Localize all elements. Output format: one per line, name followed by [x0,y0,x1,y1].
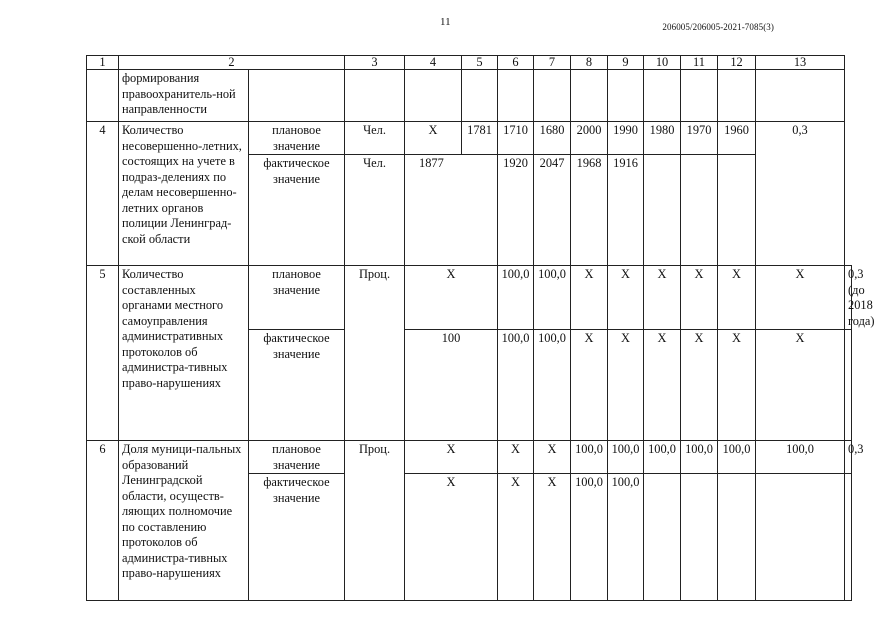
value-cell: 100,0 [681,441,718,474]
value-type-label: плановое значение [249,266,345,330]
column-header-row [87,56,852,70]
indicator-name: Доля муници-пальных образований Ленинградской области, осуществ-ляющих полномочие по составлению протоколов об администра-тивных право-нарушениях [119,441,249,601]
weight-cell [845,266,875,330]
value-cell: Х [644,330,681,441]
value-cell: 100,0 [534,266,571,330]
value-cell: Х [498,474,534,601]
value-cell: Х [405,266,498,330]
value-cell: Х [756,266,845,330]
column-header: 5 [462,56,498,70]
value-cell: 100,0 [498,266,534,330]
value-cell: Х [681,266,718,330]
value-type-label: фактическое значение [249,155,345,266]
value-cell: Х [681,330,718,441]
column-header: 11 [681,56,718,70]
value-type-label: плановое значение [249,441,345,474]
column-header: 10 [644,56,681,70]
table-row [87,266,852,330]
table-row [87,441,852,474]
indicator-name: Количество несовершенно-летних, состоящих на учете в подраз-делениях по делам несовершенно-летних органов полиции Ленинград-ской области [119,122,249,266]
value-type-label: фактическое значение [249,330,345,441]
row-number: 4 [87,122,119,266]
column-header: 7 [534,56,571,70]
value-type-label: фактическое значение [249,474,345,601]
indicator-name: формирования правоохранитель-ной направленности [119,70,249,122]
column-header: 1 [87,56,119,70]
column-header: 6 [498,56,534,70]
value-cell: Х [534,441,571,474]
value-cell: 100,0 [608,441,644,474]
weight-cell: 0,3 [756,122,845,266]
value-cell: 1710 [498,122,534,155]
value-cell: 100,0 [608,474,644,601]
value-cell: 100,0 [534,330,571,441]
row-number: 5 [87,266,119,441]
value-cell: Х [534,474,571,601]
value-cell [644,155,681,266]
value-cell [644,474,681,601]
value-cell: 100,0 [498,330,534,441]
value-cell: Х [718,266,756,330]
column-header: 12 [718,56,756,70]
column-header: 2 [119,56,345,70]
column-header: 3 [345,56,405,70]
value-cell: Х [405,122,462,155]
column-header: 13 [756,56,845,70]
weight-note: (до 2018 года) [848,282,875,328]
value-cell [718,155,756,266]
value-cell: 1920 [498,155,534,266]
value-cell: 1781 [462,122,498,155]
value-cell: Х [756,330,845,441]
value-cell: 1916 [608,155,644,266]
value-cell: Х [644,266,681,330]
value-cell: Х [498,441,534,474]
value-cell: 100,0 [756,441,845,474]
value-cell: 1968 [571,155,608,266]
value-cell: 1960 [718,122,756,155]
value-cell: Х [608,330,644,441]
indicator-name: Количество составленных органами местного самоуправления административных протоколов об администра-тивных право-нарушениях [119,266,249,441]
weight-cell: 0,3 [845,441,852,474]
unit: Чел. [345,155,405,266]
value-cell [756,474,845,601]
unit: Чел. [345,122,405,155]
value-cell: 100,0 [718,441,756,474]
page-number: 11 [440,16,451,28]
unit: Проц. [345,441,405,601]
value-cell: 100,0 [571,474,608,601]
table-row [87,70,852,122]
value-cell: 2000 [571,122,608,155]
value-cell: Х [608,266,644,330]
value-cell: 100 [405,330,498,441]
unit: Проц. [345,266,405,441]
value-cell: 1680 [534,122,571,155]
column-header: 9 [608,56,644,70]
value-cell [681,474,718,601]
value-cell: Х [571,330,608,441]
value-cell: 100,0 [571,441,608,474]
value-type-label: плановое значение [249,122,345,155]
row-number: 6 [87,441,119,601]
indicators-table [86,55,875,601]
value-cell: Х [405,474,498,601]
value-cell [681,155,718,266]
value-cell: 1877 [405,155,498,266]
table-row [87,122,852,155]
value-cell: 1970 [681,122,718,155]
column-header: 4 [405,56,462,70]
value-cell: 1980 [644,122,681,155]
value-cell: Х [571,266,608,330]
value-cell: Х [405,441,498,474]
weight-value: 0,3 [848,267,864,281]
value-cell: 2047 [534,155,571,266]
value-cell: Х [718,330,756,441]
value-cell [718,474,756,601]
column-header: 8 [571,56,608,70]
value-cell: 1990 [608,122,644,155]
value-cell: 100,0 [644,441,681,474]
document-code: 206005/206005-2021-7085(3) [662,22,774,32]
